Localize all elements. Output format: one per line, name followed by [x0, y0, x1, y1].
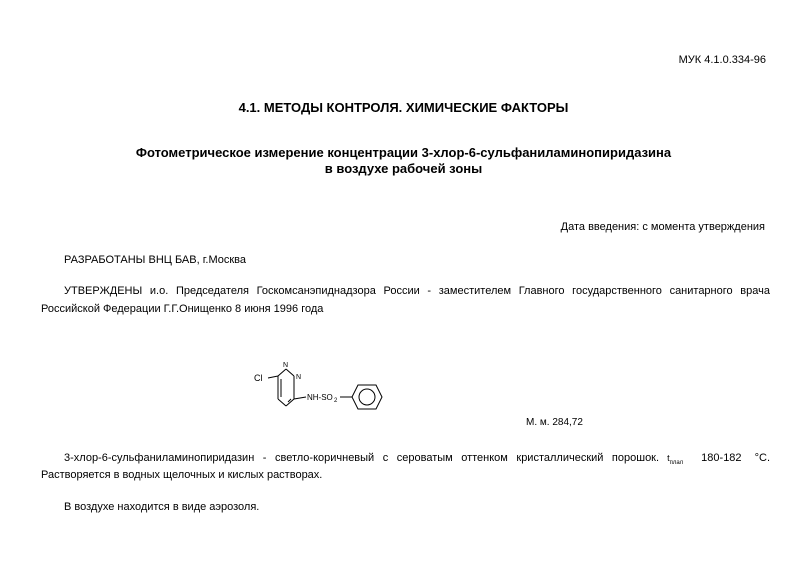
melting-symbol: t: [667, 453, 670, 463]
melting-subscript: плал: [669, 460, 684, 467]
pyridazine-ring: [278, 369, 294, 406]
benzene-aromatic-circle: [359, 389, 375, 405]
section-heading: 4.1. МЕТОДЫ КОНТРОЛЯ. ХИМИЧЕСКИЕ ФАКТОРЫ: [238, 100, 569, 115]
title-line-1: Фотометрическое измерение концентрации 3-хлор-6-сульфаниламинопиридазина: [135, 145, 672, 160]
developed-by: РАЗРАБОТАНЫ ВНЦ БАВ, г.Москва: [64, 254, 246, 266]
title-line-2: в воздухе рабочей зоны: [324, 161, 483, 176]
nitrogen-label-2: N: [296, 374, 302, 381]
approved-by: УТВЕРЖДЕНЫ и.о. Председателя Госкомсанэпиднадзора России - заместителем Главного государственного санитарного врача Российской Федерации Г.Г.Онищенко 8 июня 1996 года: [41, 285, 770, 315]
aerosol-note: В воздухе находится в виде аэрозоля.: [64, 501, 260, 513]
document-code: МУК 4.1.0.334-96: [678, 54, 766, 66]
document-title: [0, 145, 807, 177]
description-line-2: Растворяется в водных щелочных и кислых растворах.: [41, 469, 323, 481]
nh-so-label: NH-SO: [307, 393, 333, 402]
melting-point-symbol: [667, 449, 683, 472]
molar-mass: М. м. 284,72: [526, 417, 583, 428]
so2-subscript: 2: [334, 398, 338, 404]
chemical-structure: [248, 355, 408, 417]
nitrogen-label-1: N: [283, 362, 289, 369]
melting-point-value: 180-182 °С.: [701, 452, 770, 464]
introduction-date: Дата введения: с момента утверждения: [560, 221, 765, 233]
chlorine-label: Cl: [254, 373, 263, 383]
cl-bond: [268, 376, 278, 378]
description-text: 3-хлор-6-сульфаниламинопиридазин - светло-коричневый с сероватым оттенком кристаллический порошок.: [64, 452, 660, 464]
nh-bond: [294, 397, 306, 399]
